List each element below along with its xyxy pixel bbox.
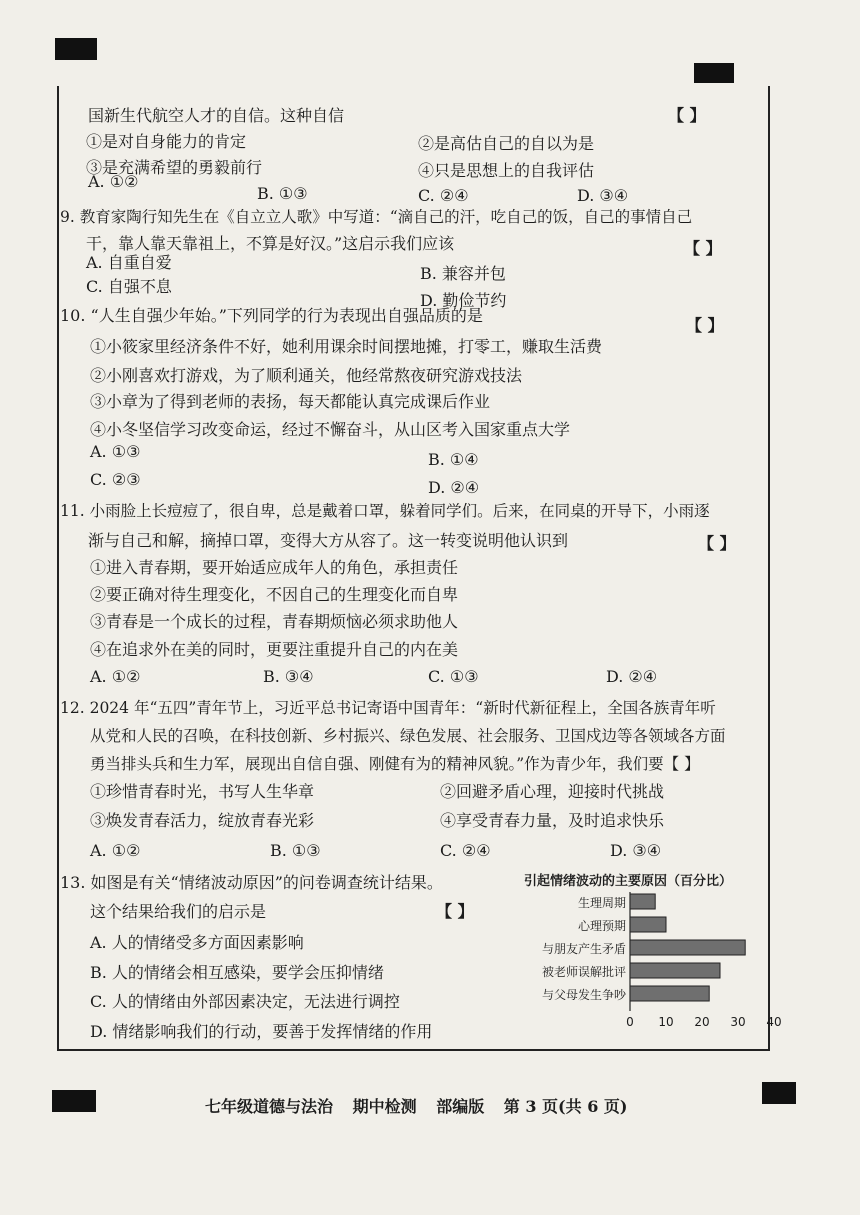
answer-bracket: 【 】: [698, 534, 736, 553]
q11-choice-d: D. ②④: [606, 667, 658, 686]
x-tick-label: 30: [730, 1015, 746, 1029]
registration-mark-top-right: [694, 63, 734, 83]
q11-stem: 渐与自己和解，摘掉口罩，变得大方从容了。这一转变说明他认识到: [88, 531, 569, 550]
footer-subject: 七年级道德与法治: [205, 1097, 334, 1116]
q10-choice-c: C. ②③: [90, 470, 141, 489]
footer-exam: 期中检测: [352, 1097, 417, 1116]
q13-choice-b: B. 人的情绪会相互感染，要学会压抑情绪: [90, 963, 384, 982]
q8-option: ①是对自身能力的肯定: [86, 132, 247, 151]
footer-page-number: 第 3 页(共 6 页): [503, 1097, 628, 1116]
q8-option: ④只是思想上的自我评估: [418, 161, 595, 180]
q8-choice-a: A. ①②: [88, 172, 139, 191]
q12-option: ②回避矛盾心理，迎接时代挑战: [440, 782, 665, 801]
category-label: 与朋友产生矛盾: [541, 942, 626, 956]
q10-choice-d: D. ②④: [428, 478, 480, 497]
registration-mark-top-left: [55, 38, 97, 60]
q12-option: ①珍惜青春时光，书写人生华章: [90, 782, 315, 801]
bar: [630, 986, 709, 1001]
q11-option: ①进入青春期，要开始适应成年人的角色，承担责任: [90, 558, 459, 577]
q9-choice-b: B. 兼容并包: [420, 264, 506, 283]
q9-choice-a: A. 自重自爱: [86, 253, 172, 272]
emotion-cause-bar-chart: [498, 888, 788, 1034]
bar: [630, 894, 655, 909]
q11-choice-b: B. ③④: [263, 667, 314, 686]
q12-choice-a: A. ①②: [90, 841, 141, 860]
q8-option: ③是充满希望的勇毅前行: [86, 158, 263, 177]
q8-choice-b: B. ①③: [257, 184, 308, 203]
q11-choice-a: A. ①②: [90, 667, 141, 686]
answer-bracket: 【 】: [684, 239, 722, 258]
q10-choice-b: B. ①④: [428, 450, 479, 469]
registration-mark-bottom-right: [762, 1082, 796, 1104]
page-footer: [205, 1094, 641, 1117]
q10-option: ①小筱家里经济条件不好，她利用课余时间摆地摊，打零工，赚取生活费: [90, 337, 603, 356]
q12-choice-d: D. ③④: [610, 841, 662, 860]
answer-bracket: 【 】: [686, 316, 724, 335]
answer-bracket: 【 】: [668, 106, 706, 125]
q11-option: ④在追求外在美的同时，更要注重提升自己的内在美: [90, 640, 459, 659]
q13-choice-c: C. 人的情绪由外部因素决定，无法进行调控: [90, 992, 400, 1011]
x-tick-label: 20: [694, 1015, 710, 1029]
q9-choice-c: C. 自强不息: [86, 277, 172, 296]
q11-option: ②要正确对待生理变化，不因自己的生理变化而自卑: [90, 585, 459, 604]
q12-stem: 勇当排头兵和生力军，展现出自信自强、刚健有为的精神风貌。”作为青少年，我们要【 】: [90, 755, 700, 773]
x-tick-label: 10: [658, 1015, 674, 1029]
q9-stem: 9. 教育家陶行知先生在《自立立人歌》中写道：“滴自己的汗，吃自己的饭，自己的事情自己: [60, 208, 693, 226]
q9-choice-d: D. 勤俭节约: [420, 291, 507, 310]
q8-option: ②是高估自己的自以为是: [418, 134, 595, 153]
q12-choice-b: B. ①③: [270, 841, 321, 860]
q10-stem: 10. “人生自强少年始。”下列同学的行为表现出自强品质的是: [60, 306, 483, 325]
q11-choice-c: C. ①③: [428, 667, 479, 686]
q12-option: ③焕发青春活力，绽放青春光彩: [90, 811, 315, 830]
bar: [630, 917, 666, 932]
q10-option: ②小刚喜欢打游戏，为了顺利通关，他经常熬夜研究游戏技法: [90, 366, 523, 385]
x-tick-label: 0: [626, 1015, 634, 1029]
answer-bracket: 【 】: [436, 902, 474, 921]
q8-stem: 国新生代航空人才的自信。这种自信: [88, 106, 345, 125]
category-label: 生理周期: [577, 896, 626, 910]
q13-choice-a: A. 人的情绪受多方面因素影响: [90, 933, 304, 952]
q10-option: ④小冬坚信学习改变命运，经过不懈奋斗，从山区考入国家重点大学: [90, 420, 571, 439]
q8-choice-c: C. ②④: [418, 186, 469, 205]
x-tick-label: 40: [766, 1015, 782, 1029]
q9-stem: 干，靠人靠天靠祖上，不算是好汉。”这启示我们应该: [86, 234, 455, 253]
q10-option: ③小章为了得到老师的表扬，每天都能认真完成课后作业: [90, 392, 491, 411]
chart-title: 引起情绪波动的主要原因（百分比）: [524, 874, 733, 889]
q8-choice-d: D. ③④: [577, 186, 629, 205]
q11-stem: 11. 小雨脸上长痘痘了，很自卑，总是戴着口罩，躲着同学们。后来，在同桌的开导下，小雨逐: [60, 502, 710, 520]
registration-mark-bottom-left: [52, 1090, 96, 1112]
q12-stem: 从党和人民的召唤，在科技创新、乡村振兴、绿色发展、社会服务、卫国戍边等各领域各方面: [90, 727, 726, 745]
q12-choice-c: C. ②④: [440, 841, 491, 860]
bar: [630, 940, 745, 955]
category-label: 被老师误解批评: [541, 965, 626, 979]
q13-stem: 这个结果给我们的启示是: [90, 902, 267, 921]
q13-stem: 13. 如图是有关“情绪波动原因”的问卷调查统计结果。: [60, 873, 443, 892]
category-label: 心理预期: [577, 919, 626, 933]
footer-edition: 部编版: [436, 1097, 485, 1116]
bar: [630, 963, 720, 978]
q13-choice-d: D. 情绪影响我们的行动，要善于发挥情绪的作用: [90, 1022, 433, 1041]
q12-option: ④享受青春力量，及时追求快乐: [440, 811, 665, 830]
category-label: 与父母发生争吵: [541, 988, 626, 1002]
q11-option: ③青春是一个成长的过程，青春期烦恼必须求助他人: [90, 612, 459, 631]
q10-choice-a: A. ①③: [90, 442, 141, 461]
q12-stem: 12. 2024 年“五四”青年节上，习近平总书记寄语中国青年：“新时代新征程上，全国各族青年听: [60, 699, 716, 717]
